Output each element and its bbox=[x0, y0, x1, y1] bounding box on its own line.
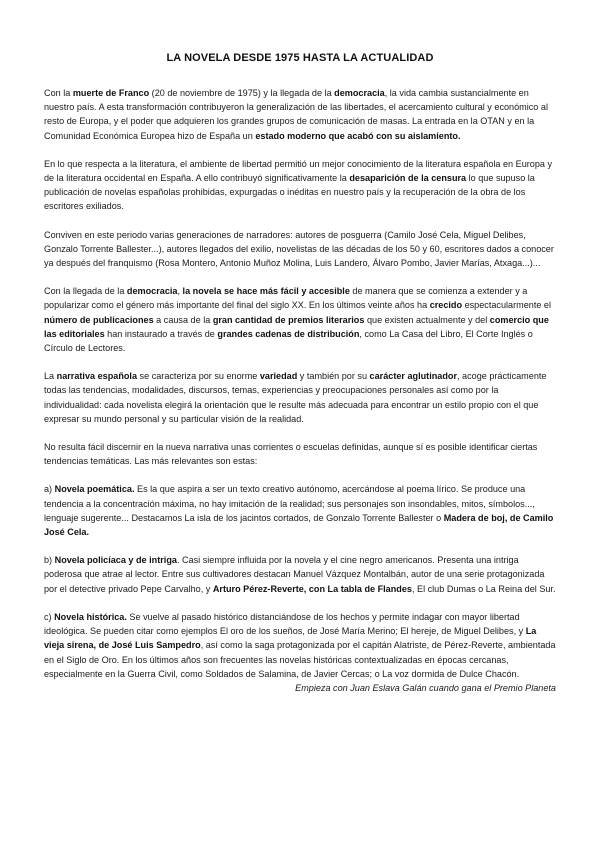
paragraph-narrative bbox=[44, 369, 556, 426]
bold-text-run: gran cantidad de premios literarios bbox=[212, 314, 365, 325]
bold-text-run: Novela policíaca y de intriga bbox=[54, 555, 177, 566]
bold-text-run: la novela se hace más fácil y accesible bbox=[182, 286, 350, 297]
bold-text-run: comercio que las editoriales bbox=[44, 314, 549, 339]
paragraph-democracy bbox=[44, 284, 556, 355]
bold-text-run: Arturo Pérez-Reverte, con La tabla de Flandes bbox=[212, 583, 412, 594]
bold-text-run: Madera de boj, de Camilo José Cela. bbox=[44, 512, 554, 538]
text-run: han instaurado a través de bbox=[104, 328, 218, 339]
text-run: y también por su bbox=[297, 371, 370, 382]
text-run: , bbox=[177, 286, 183, 297]
paragraph-tendencies bbox=[44, 440, 556, 468]
text-run: c) bbox=[44, 611, 55, 622]
bold-text-run: grandes cadenas de distribución bbox=[217, 328, 360, 339]
paragraph-novela-poematica bbox=[44, 482, 556, 539]
text-run: se caracteriza por su enorme bbox=[137, 371, 260, 382]
bold-text-run: desaparición de la censura bbox=[349, 173, 467, 184]
bold-text-run: variedad bbox=[259, 371, 298, 382]
text-run: , El club Dumas o La Reina del Sur. bbox=[411, 583, 556, 594]
bold-text-run: democracia bbox=[126, 286, 178, 297]
bold-text-run: La vieja sirena, de José Luis Sampedro bbox=[44, 626, 537, 651]
text-run: Se vuelve al pasado histórico distanciándose de los hechos y permite indagar con mayor libertad ideológica. Se pueden citar como ejemplos El oro de los sueños, de José María Merino; El hereje, de Miguel Delibes, y bbox=[44, 611, 526, 637]
page-title: LA NOVELA DESDE 1975 HASTA LA ACTUALIDAD bbox=[166, 52, 434, 64]
text-run: de manera que se comienza a extender y a popularizar como el género más importante del final del siglo XX. En los últimos veinte años ha bbox=[44, 286, 528, 311]
text-run: espectacularmente el bbox=[462, 300, 552, 311]
text-run: La bbox=[44, 371, 57, 382]
paragraph-novela-policiaca bbox=[44, 553, 556, 596]
text-run: Es la que aspira a ser un texto creativo autónomo, acercándose al poema lírico. Se produce una tendencia a la concentración máxima, no hay imitación de la realidad; sus personajes son insondables, mitos, símbolos..., lenguaje sugerente... Destacamos La isla de los jacintos cortados, de Gonzalo Torrente Ballester o bbox=[44, 484, 535, 523]
text-run: b) bbox=[44, 555, 55, 566]
bold-text-run: Novela histórica. bbox=[54, 611, 127, 622]
text-run: , la vida cambia sustancialmente en nuestro país. A esta transformación contribuyeron la generalización de las libertades, el acercamiento cultural y económico al resto de Europa, y el poder que adquieren los grandes grupos de comunicación de masas. La entrada en la OTAN y en la Comunidad Económica Europea hizo de España un bbox=[44, 88, 548, 141]
bold-text-run: crecido bbox=[429, 300, 463, 311]
text-run: , acoge prácticamente todas las tendencias, modalidades, discursos, temas, experiencias y preocupaciones personales así como por la individualidad: cada novelista elegirá la orientación que le resulte más adecuada para encontrar un estilo propio con el que expresar su mundo personal y su particular visión de la realidad. bbox=[44, 371, 547, 424]
text-run: (20 de noviembre de 1975) y la llegada de la bbox=[149, 88, 335, 98]
paragraph-literature bbox=[44, 157, 556, 214]
bold-text-run: Novela poemática. bbox=[54, 484, 135, 495]
bold-text-run: número de publicaciones bbox=[44, 314, 154, 325]
paragraph-generations bbox=[44, 228, 556, 271]
bold-text-run: carácter aglutinador bbox=[369, 371, 457, 382]
text-run: lo que supuso la publicación de novelas españolas prohibidas, expurgadas o inéditas en nuestro país y la recuperación de la obra de los escritores exiliados. bbox=[44, 173, 535, 212]
text-run: a) bbox=[44, 484, 55, 495]
bold-text-run: estado moderno que acabó con su aislamiento. bbox=[255, 130, 461, 141]
text-run: Conviven en este periodo varias generaciones de narradores: autores de posguerra (Camilo José Cela, Miguel Delibes, Gonzalo Torrente Ballester...), autores llegados del exilio, novelistas de las décadas de los 50 y 60, escritores dados a conocer ya después del franquismo (Rosa Montero, Antonio Muñoz Molina, Luis Landero, Álvaro Pombo, Javier Marías, Atxaga...)... bbox=[44, 229, 554, 269]
text-run: No resulta fácil discernir en la nueva narrativa unas corrientes o escuelas definidas, aunque sí es posible identificar ciertas tendencias temáticas. Las más relevantes son estas: bbox=[44, 442, 538, 467]
paragraph-intro bbox=[44, 86, 556, 143]
bold-text-run: democracia bbox=[334, 88, 385, 98]
text-run: , así como la saga protagonizada por el capitán Alatriste, de Pérez-Reverte, ambientada en el Siglo de Oro. En los últimos años son frecuentes las novelas históricas contextualizadas en épocas cercanas, especialmente en la Guerra Civil, como Soldados de Salamina, de Javier Cercas; o La voz dormida de Dulce Chacón. bbox=[44, 640, 556, 679]
text-run: , como La Casa del Libro, El Corte Inglés o Círculo de Lectores. bbox=[44, 328, 533, 354]
handwritten-style-note: Empieza con Juan Eslava Galán cuando gana el Premio Planeta bbox=[295, 682, 556, 693]
text-run: a causa de la bbox=[153, 314, 213, 325]
text-run: En lo que respecta a la literatura, el ambiente de libertad permitió un mejor conocimiento de la literatura española en Europa y de la literatura occidental en España. A ello contribuyó significativamente la bbox=[44, 158, 553, 184]
text-run: Con la bbox=[44, 88, 73, 98]
bold-text-run: muerte de Franco bbox=[72, 88, 150, 98]
text-run: . Casi siempre influida por la novela y el cine negro americanos. Presenta una intriga poderosa que atrae al lector. Entre sus cultivadores destacan Manuel Vázquez Montalbán, autor de una serie protagonizada por el detective privado Pepe Carvalho, y bbox=[44, 555, 545, 594]
bold-text-run: narrativa española bbox=[56, 371, 138, 382]
paragraph-novela-historica bbox=[44, 610, 556, 681]
text-run: Con la llegada de la bbox=[44, 286, 127, 297]
text-run: que existen actualmente y del bbox=[364, 314, 490, 325]
